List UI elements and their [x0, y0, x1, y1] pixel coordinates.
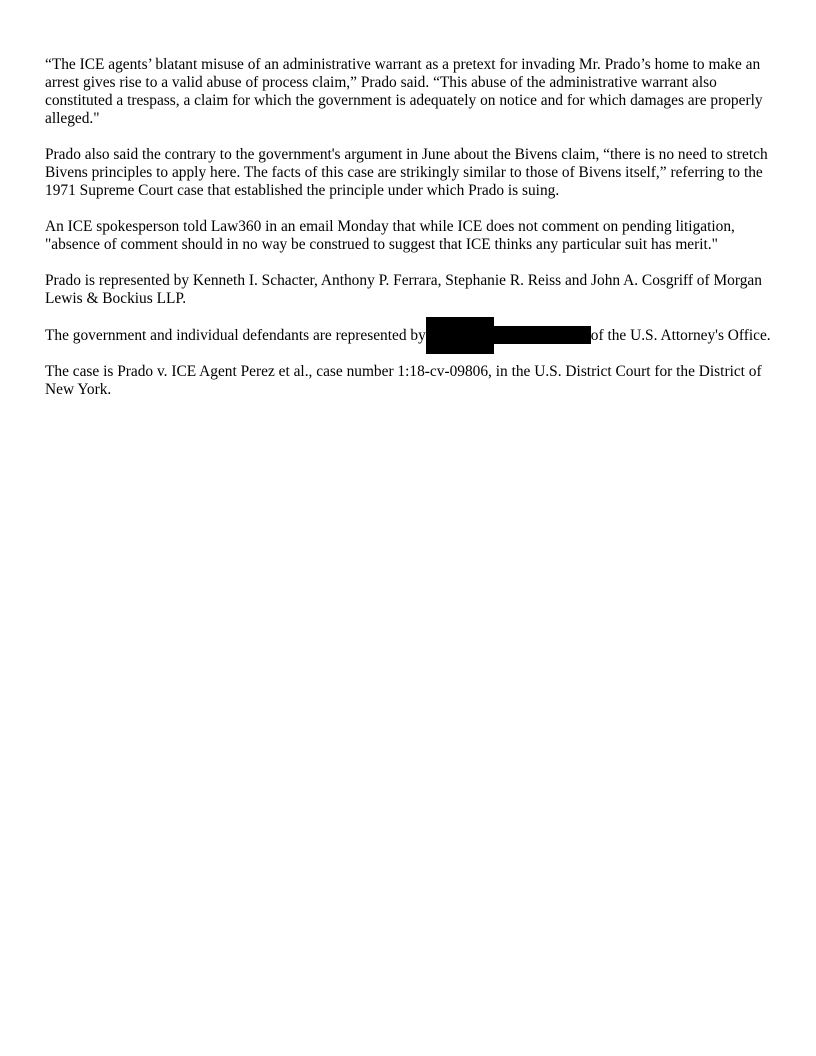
paragraph-prado-counsel: Prado is represented by Kenneth I. Schacter, Anthony P. Ferrara, Stephanie R. Reiss and John A. Cosgriff of Morgan Lewis & Bockius LLP.: [45, 272, 762, 307]
paragraph-case-info: The case is Prado v. ICE Agent Perez et al., case number 1:18-cv-09806, in the U.S. District Court for the District of New York.: [45, 363, 762, 398]
redaction-block-top: [426, 317, 494, 326]
government-counsel-text-after: of the U.S. Attorney's Office.: [590, 327, 771, 344]
paragraph-government-counsel: [45, 326, 773, 345]
paragraph-bivens-claim: Prado also said the contrary to the government's argument in June about the Bivens claim, “there is no need to stretch Bivens principles to apply here. The facts of this case are strikingly similar to those of Bivens itself,” referring to the 1971 Supreme Court case that established the principle under which Prado is suing.: [45, 146, 768, 199]
paragraph-abuse-of-process-quote: “The ICE agents’ blatant misuse of an administrative warrant as a pretext for invading Mr. Prado’s home to make an arrest gives rise to a valid abuse of process claim,” Prado said. “This abuse of the administrative warrant also constituted a trespass, a claim for which the government is adequately on notice and for which damages are properly alleged.": [45, 56, 763, 127]
redaction-block-bottom: [426, 344, 494, 354]
redaction-block: [426, 326, 591, 344]
document-page: [45, 56, 773, 417]
paragraph-ice-spokesperson: An ICE spokesperson told Law360 in an email Monday that while ICE does not comment on pending litigation, "absence of comment should in no way be construed to suggest that ICE thinks any particular suit has merit.": [45, 218, 735, 253]
government-counsel-text-before: The government and individual defendants are represented by: [45, 327, 426, 344]
